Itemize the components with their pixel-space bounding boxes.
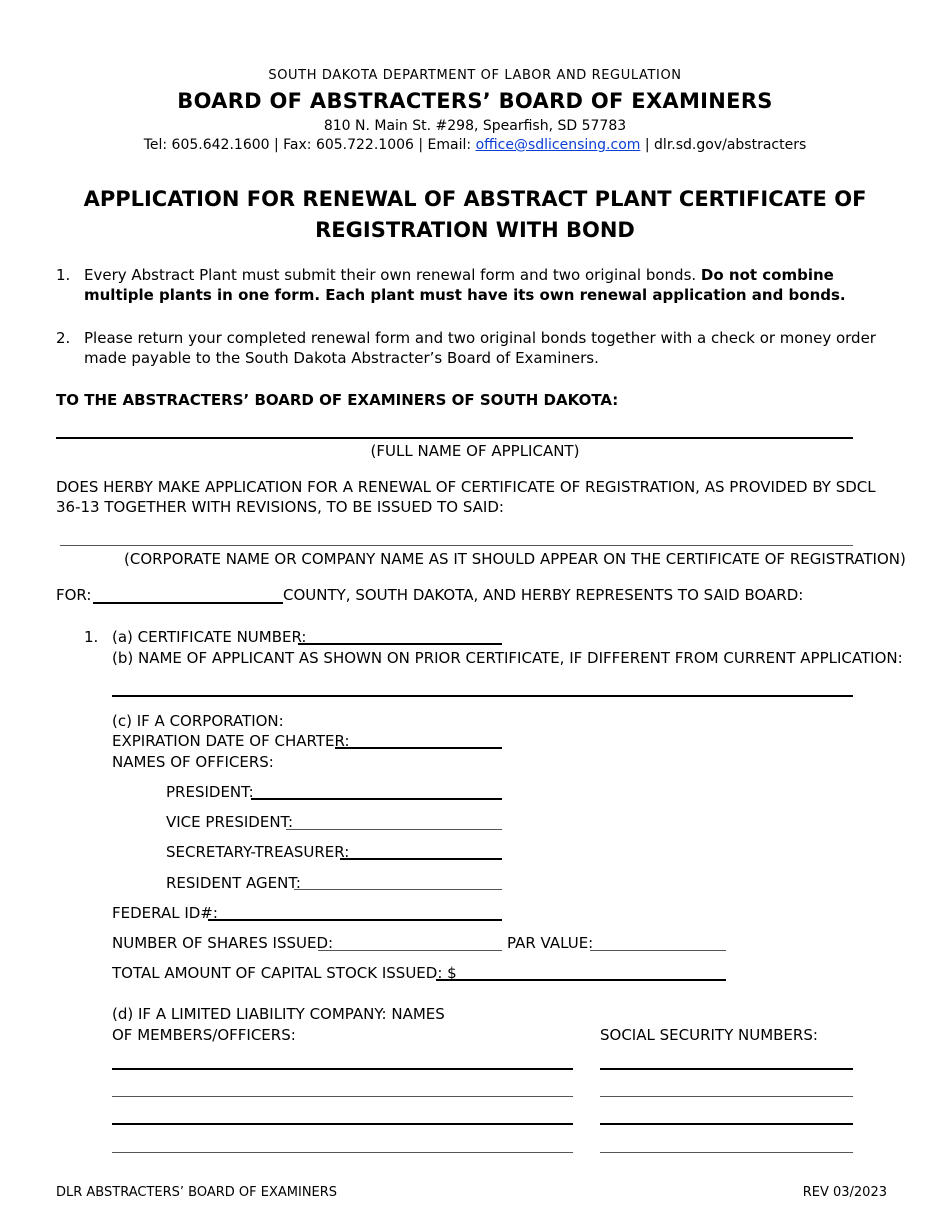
email-link[interactable]: office@sdlicensing.com: [475, 137, 641, 153]
member-name-line-4[interactable]: [112, 1152, 573, 1153]
capital-stock-input-line[interactable]: [436, 979, 726, 981]
llc-heading-line2: OF MEMBERS/OFFICERS:: [112, 1026, 296, 1044]
form-title-line2: REGISTRATION WITH BOND: [315, 218, 635, 242]
form-title-line1: APPLICATION FOR RENEWAL OF ABSTRACT PLANT CERTIFICATE OF: [83, 187, 867, 211]
ssn-line-4[interactable]: [600, 1152, 853, 1153]
vice-president-label: VICE PRESIDENT:: [166, 813, 294, 831]
charter-expiration-input-line[interactable]: [335, 747, 502, 749]
llc-heading-line1: (d) IF A LIMITED LIABILITY COMPANY: NAMES: [112, 1005, 445, 1023]
instruction-1: [84, 265, 896, 305]
capital-stock-label: TOTAL AMOUNT OF CAPITAL STOCK ISSUED: $: [112, 964, 457, 982]
form-title: [0, 184, 950, 246]
president-input-line[interactable]: [251, 798, 502, 800]
prior-name-input-line[interactable]: [112, 695, 853, 697]
contact-prefix: Tel: 605.642.1600 | Fax: 605.722.1006 | Email:: [143, 137, 476, 153]
par-value-input-line[interactable]: [590, 950, 726, 951]
resident-agent-input-line[interactable]: [294, 889, 502, 890]
officers-heading: NAMES OF OFFICERS:: [112, 753, 274, 771]
secretary-treasurer-input-line[interactable]: [340, 858, 502, 860]
president-label: PRESIDENT:: [166, 783, 254, 801]
certificate-number-label: (a) CERTIFICATE NUMBER:: [112, 628, 307, 646]
instruction-2-number: 2.: [56, 329, 71, 347]
board-address: 810 N. Main St. #298, Spearfish, SD 57783: [323, 118, 627, 134]
corporate-name-input-line[interactable]: [60, 545, 853, 546]
addressee: TO THE ABSTRACTERS’ BOARD OF EXAMINERS OF SOUTH DAKOTA:: [56, 391, 619, 409]
federal-id-label: FEDERAL ID#:: [112, 904, 218, 922]
certificate-number-input-line[interactable]: [298, 643, 502, 645]
instruction-1-bold: Do not combine multiple plants in one form. Each plant must have its own renewal application and bonds.: [84, 266, 846, 304]
resident-agent-label: RESIDENT AGENT:: [166, 874, 301, 892]
secretary-treasurer-label: SECRETARY-TREASURER:: [166, 843, 350, 861]
instruction-1-number: 1.: [56, 266, 71, 284]
ssn-line-2[interactable]: [600, 1096, 853, 1097]
member-name-line-3[interactable]: [112, 1123, 573, 1125]
ssn-heading: SOCIAL SECURITY NUMBERS:: [600, 1026, 818, 1044]
full-name-input-line[interactable]: [56, 437, 853, 439]
board-name: BOARD OF ABSTRACTERS’ BOARD OF EXAMINERS: [177, 89, 773, 113]
contact-line: [0, 136, 950, 155]
instruction-1-text: Every Abstract Plant must submit their own renewal form and two original bonds.: [84, 266, 701, 284]
for-label: FOR:: [56, 586, 92, 604]
shares-issued-label: NUMBER OF SHARES ISSUED:: [112, 934, 334, 952]
member-name-line-2[interactable]: [112, 1096, 573, 1097]
vice-president-input-line[interactable]: [286, 829, 502, 830]
federal-id-input-line[interactable]: [208, 919, 502, 921]
footer-right: REV 03/2023: [802, 1185, 887, 1200]
county-input-line[interactable]: [93, 602, 283, 604]
department-name: SOUTH DAKOTA DEPARTMENT OF LABOR AND REGULATION: [268, 68, 682, 83]
instruction-2-text: Please return your completed renewal form and two original bonds together with a check or money order made payable to the South Dakota Abstracter’s Board of Examiners.: [84, 329, 876, 367]
corporate-name-caption: (CORPORATE NAME OR COMPANY NAME AS IT SHOULD APPEAR ON THE CERTIFICATE OF REGISTRATION): [124, 550, 906, 568]
contact-suffix: | dlr.sd.gov/abstracters: [640, 137, 807, 153]
ssn-line-3[interactable]: [600, 1123, 853, 1125]
county-text: COUNTY, SOUTH DAKOTA, AND HERBY REPRESENTS TO SAID BOARD:: [283, 586, 804, 604]
item-1-number: 1.: [84, 628, 99, 646]
par-value-label: PAR VALUE:: [507, 934, 594, 952]
full-name-caption: (FULL NAME OF APPLICANT): [370, 442, 580, 460]
prior-name-label: (b) NAME OF APPLICANT AS SHOWN ON PRIOR CERTIFICATE, IF DIFFERENT FROM CURRENT APPLICATION:: [112, 649, 903, 667]
shares-issued-input-line[interactable]: [318, 950, 502, 951]
footer-left: DLR ABSTRACTERS’ BOARD OF EXAMINERS: [56, 1185, 338, 1200]
declaration-text: DOES HERBY MAKE APPLICATION FOR A RENEWAL OF CERTIFICATE OF REGISTRATION, AS PROVIDED BY SDCL 36-13 TOGETHER WITH REVISIONS, TO BE ISSUED TO SAID:: [56, 478, 876, 516]
ssn-line-1[interactable]: [600, 1068, 853, 1070]
member-name-line-1[interactable]: [112, 1068, 573, 1070]
charter-expiration-label: EXPIRATION DATE OF CHARTER:: [112, 732, 350, 750]
corporation-heading: (c) IF A CORPORATION:: [112, 712, 284, 730]
